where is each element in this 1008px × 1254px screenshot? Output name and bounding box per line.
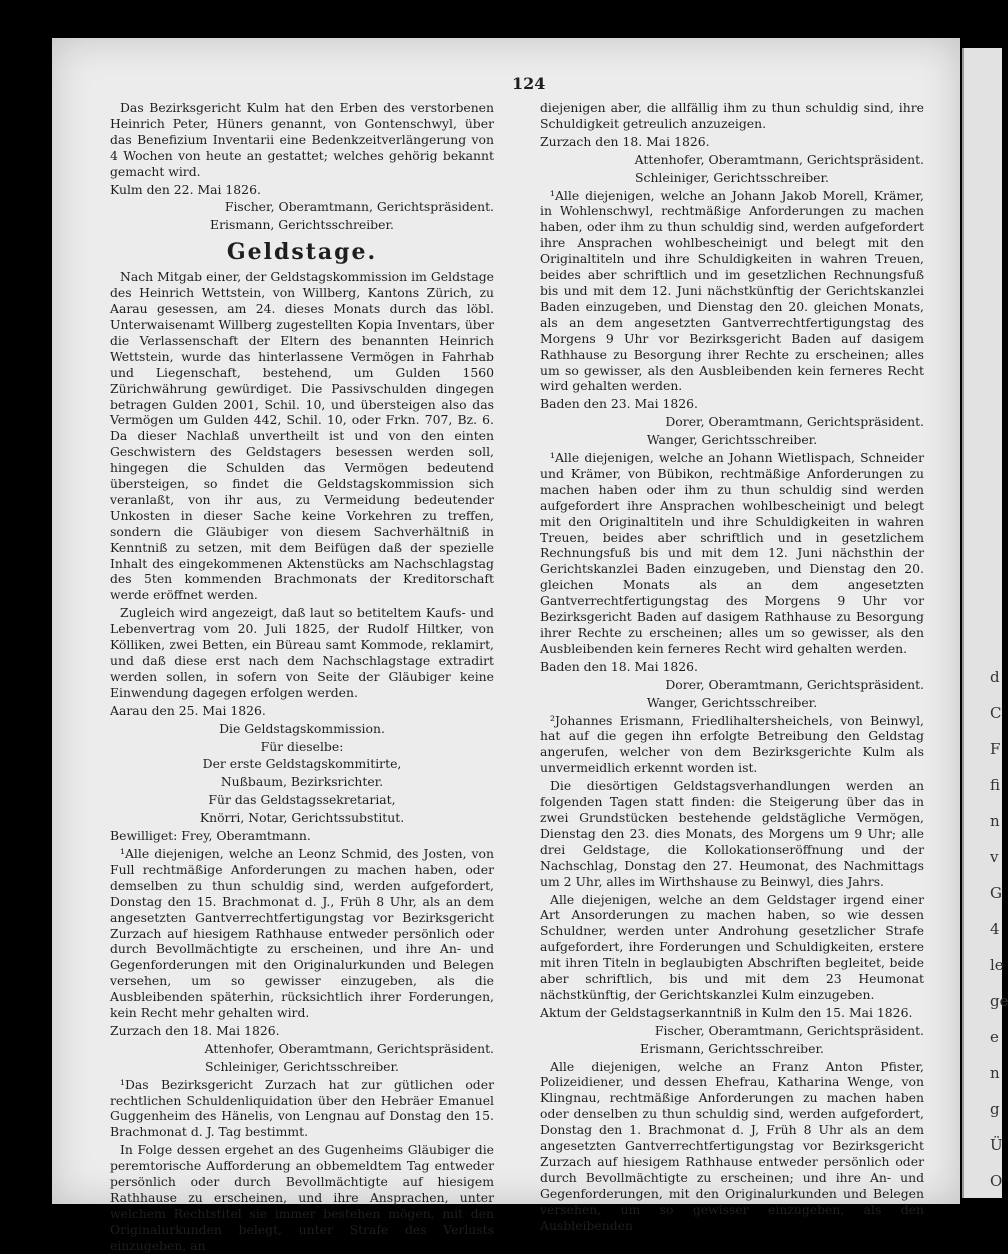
paragraph: Zurzach den 18. Mai 1826. xyxy=(540,133,710,149)
next-page-fragment: O xyxy=(990,1172,1003,1190)
next-page-fragment: d xyxy=(990,668,1000,686)
paragraph: Die Geldstagskommission. xyxy=(219,720,385,736)
next-page-fragment: e xyxy=(990,1028,999,1046)
paragraph: Die diesörtigen Geldstagsverhandlungen werden an folgenden Tagen statt finden: die Steigerung über das in zwei Grundstücken bestehende geldstägliche Vermögen, Dienstag den 23. dies Monats, des Morgens um 9 Uhr; alle drei Geldstage, die Kollokationseröffnung und der Nachschlag, Donstag den 27. Heumonat, des Nachmittags um 2 Uhr, alles im Wirthshause zu Beinwyl, dies Jahrs. xyxy=(540,778,924,889)
paragraph: Baden den 18. Mai 1826. xyxy=(540,658,698,674)
paragraph: Schleiniger, Gerichtsschreiber. xyxy=(635,169,829,185)
paragraph: Wanger, Gerichtsschreiber. xyxy=(646,694,818,710)
paragraph: Für dieselbe: xyxy=(260,738,344,754)
next-page-edge xyxy=(962,48,1008,1198)
paragraph: Fischer, Oberamtmann, Gerichtspräsident. xyxy=(224,199,494,215)
paragraph: diejenigen aber, die allfällig ihm zu thun schuldig sind, ihre Schuldigkeit getreulich anzuzeigen. xyxy=(540,100,924,131)
section-heading: Geldstage. xyxy=(226,239,378,266)
paragraph: Erismann, Gerichtsschreiber. xyxy=(210,217,394,233)
next-page-fragment: 4 xyxy=(990,920,1000,938)
page-number: 124 xyxy=(512,74,546,93)
paragraph: Nach Mitgab einer, der Geldstagskommission im Geldstage des Heinrich Wettstein, von Willberg, Kantons Zürich, zu Aarau gesessen, am 24. dieses Monats durch das löbl. Unterwaisenamt Willberg zugestellten Kopia Inventars, über die Verlassenschaft der Eltern des benannten Heinrich Wettstein, wurde das hinterlassene Vermögen in Fahrhab und Liegenschaft, bestehend, um Gulden 1560 Zürichwährung gewürdiget. Die Passivschulden dingegen betragen Gulden 2001, Schil. 10, und übersteigen also das Vermögen um Gulden 442, Schil. 10, oder Frkn. 707, Bz. 6. Da dieser Nachlaß unvertheilt ist und von den einten Geschwistern des Geldstagers besessen werden soll, hingegen die Schulden das Vermögen bedeutend übersteigen, so findet die Geldstagskommission sich veranlaßt, von ihr aus, zu Vermeidung bedeutender Unkosten in dieser Sache keine Vorkehren zu treffen, sondern die Gläubiger von diesem Sachverhältniß in Kenntniß zu setzen, mit dem Beifügen daß der spezielle Inhalt des eingekommenen Aktenstücks am Nachschlagstag des 5ten kommenden Brachmonats der Kreditorschaft werde eröffnet werden. xyxy=(110,269,494,603)
paragraph: Dorer, Oberamtmann, Gerichtspräsident. xyxy=(665,676,924,692)
next-page-fragment: F xyxy=(990,740,1001,758)
left-column xyxy=(110,98,494,1254)
paragraph: Der erste Geldstagskommitirte, xyxy=(202,756,402,772)
paragraph: ¹Das Bezirksgericht Zurzach hat zur gütlichen oder rechtlichen Schuldenliquidation über den Hebräer Emanuel Guggenheim des Hänelis, von Lengnau auf Donstag den 15. Brachmonat d. J. Tag bestimmt. xyxy=(110,1076,494,1140)
paragraph: ¹Alle diejenigen, welche an Leonz Schmid, des Josten, von Full rechtmäßige Anforderungen zu machen haben, oder demselben zu thun schuldig sind, werden aufgefordert, Donstag den 15. Brachmonat d. J., Früh 8 Uhr, als an dem angesetzten Gantverrechtfertigungstag vor Bezirksgericht Zurzach auf hiesigem Rathhause entweder persönlich oder durch Bevollmächtigte zu erscheinen, und ihre An- und Gegenforderungen mit den Originalurkunden und Belegen versehen, um so gewisser einzugeben, als die Ausbleibenden späterhin, rücksichtlich ihrer Forderungen, kein Recht mehr gehalten wird. xyxy=(110,845,494,1021)
paragraph: Alle diejenigen, welche an dem Geldstager irgend einer Art Ansorderungen zu machen haben, so wie dessen Schuldner, werden unter Androhung gesetzlicher Strafe aufgefordert, ihre Forderungen und Schuldigkeiten, erstere mit ihren Titeln in beglaubigten Abschriften begleitet, beide aber schriftlich, bis und mit dem 23 Heumonat nächstkünftig, der Gerichtskanzlei Kulm einzugeben. xyxy=(540,891,924,1002)
next-page-fragment: g xyxy=(990,1100,1000,1118)
next-page-fragment: Ü xyxy=(990,1136,1003,1154)
paragraph: Dorer, Oberamtmann, Gerichtspräsident. xyxy=(665,414,924,430)
paragraph: Für das Geldstagssekretariat, xyxy=(208,792,396,808)
paragraph: Schleiniger, Gerichtsschreiber. xyxy=(205,1058,399,1074)
next-page-fragment: n xyxy=(990,1064,1000,1082)
paragraph: Zugleich wird angezeigt, daß laut so betiteltem Kaufs- und Lebenvertrag vom 20. Juli 1825, der Rudolf Hiltker, von Kölliken, zwei Betten, ein Büreau samt Kommode, reklamirt, und daß diese erst nach dem Nachschlagstage extradirt werden sollen, in sofern von Seite der Gläubiger keine Einwendung dagegen erfolgen werden. xyxy=(110,605,494,700)
paragraph: ¹Alle diejenigen, welche an Johann Jakob Morell, Krämer, in Wohlenschwyl, rechtmäßige Anforderungen zu machen haben, oder ihm zu thun schuldig sind, werden aufgefordert ihre Ansprachen wohlbescheinigt und belegt mit den Originaltiteln und ihre Schuldigkeiten in wahren Treuen, beides aber schriftlich und im gesetzlichen Rechnungsfuß bis und mit dem 12. Juni nächstkünftig der Gerichtskanzlei Baden einzugeben, und Dienstag den 20. gleichen Monats, als an dem angesetzten Gantverrechtfertigungstag des Morgens 9 Uhr vor Bezirksgericht Baden auf dasigem Rathhause zu Besorgung ihrer Rechte zu erscheinen; alles um so gewisser, als den Ausbleibenden kein ferneres Recht wird gehalten werden. xyxy=(540,187,924,394)
paragraph: In Folge dessen ergehet an des Gugenheims Gläubiger die peremtorische Aufforderung an obbemeldtem Tag entweder persönlich oder durch Bevollmächtigte auf hiesigem Rathhause zu erscheinen, und ihre Ansprachen, unter welchem Rechtstitel sie immer bestehen mögen, mit den Originalurkunden belegt, unter Strafe des Verlusts einzugeben, an xyxy=(110,1142,494,1253)
next-page-fragment: n xyxy=(990,812,1000,830)
paragraph: Wanger, Gerichtsschreiber. xyxy=(646,432,818,448)
paragraph: Baden den 23. Mai 1826. xyxy=(540,396,698,412)
next-page-fragment: v xyxy=(990,848,999,866)
next-page-fragment: fi xyxy=(990,776,1001,794)
next-page-fragment: le xyxy=(990,956,1004,974)
paragraph: Bewilliget: Frey, Oberamtmann. xyxy=(110,828,311,844)
paragraph: Aarau den 25. Mai 1826. xyxy=(110,702,266,718)
paragraph: Aktum der Geldstagserkanntniß in Kulm den 15. Mai 1826. xyxy=(540,1004,913,1020)
paragraph: Fischer, Oberamtmann, Gerichtspräsident. xyxy=(654,1022,924,1038)
next-page-fragment: G xyxy=(990,884,1002,902)
paragraph: ²Johannes Erismann, Friedlihaltersheichels, von Beinwyl, hat auf die gegen ihn erfolgte Betreibung den Geldstag angerufen, welcher von dem Bezirksgerichte Kulm als unvermeidlich erkennt worden ist. xyxy=(540,712,924,776)
paragraph: Kulm den 22. Mai 1826. xyxy=(110,181,261,197)
paragraph: Attenhofer, Oberamtmann, Gerichtspräsident. xyxy=(634,151,924,167)
next-page-fragment: ge xyxy=(990,992,1008,1010)
paragraph: ¹Alle diejenigen, welche an Johann Wietlispach, Schneider und Krämer, von Bübikon, rechtmäßige Anforderungen zu machen haben oder ihm zu thun schuldig sind werden aufgefordert ihre Ansprachen wohlbescheinigt und belegt mit den Originaltiteln und ihre Schuldigkeiten in wahren Treuen, beides aber schriftlich und in gesetzlichem Rechnungsfuß bis und mit dem 12. Juni nächsthin der Gerichtskanzlei Baden einzugeben, und Dienstag den 20. gleichen Monats als an dem angesetzten Gantverrechtfertigungstag des Morgens 9 Uhr vor Bezirksgericht Baden auf dasigem Rathhause zu Besorgung ihrer Rechte zu erscheinen; alles um so gewisser, als den Ausbleibenden kein ferneres Recht wird gehalten werden. xyxy=(540,450,924,656)
paragraph: Nußbaum, Bezirksrichter. xyxy=(220,774,384,790)
paragraph: Das Bezirksgericht Kulm hat den Erben des verstorbenen Heinrich Peter, Hüners genannt, von Gontenschwyl, über das Benefizium Inventarii eine Bedenkzeitverlängerung von 4 Wochen von heute an gestattet; welches gehörig bekannt gemacht wird. xyxy=(110,100,494,179)
paragraph: Erismann, Gerichtsschreiber. xyxy=(640,1040,824,1056)
paragraph: Alle diejenigen, welche an Franz Anton Pfister, Polizeidiener, und dessen Ehefrau, Katharina Wenge, von Klingnau, rechtmäßige Anforderungen zu machen haben oder denselben zu thun schuldig sind, werden aufgefordert, Donstag den 1. Brachmonat d. J, Früh 8 Uhr als an dem angesetzten Gantverrechtfertigungstag vor Bezirksgericht Zurzach auf hiesigem Rathhause entweder persönlich oder durch Bevollmächtigte zu erscheinen; und ihre An- und Gegenforderungen, mit den Originalurkunden und Belegen versehen, um so gewisser einzugeben, als den Ausbleibenden xyxy=(540,1058,924,1233)
paragraph: Knörri, Notar, Gerichtssubstitut. xyxy=(199,810,405,826)
paragraph: Attenhofer, Oberamtmann, Gerichtspräsident. xyxy=(204,1040,494,1056)
right-column xyxy=(540,98,924,1234)
next-page-fragment: C xyxy=(990,704,1002,722)
paragraph: Zurzach den 18. Mai 1826. xyxy=(110,1022,280,1038)
newspaper-page xyxy=(52,38,960,1253)
